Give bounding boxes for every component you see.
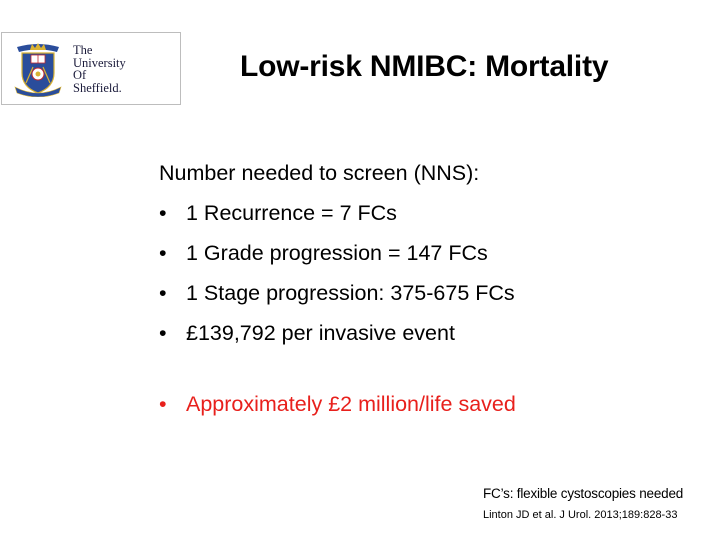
slide-title: Low-risk NMIBC: Mortality	[240, 50, 609, 83]
logo-line: Sheffield.	[73, 80, 122, 95]
list-item	[159, 321, 515, 361]
bullet-symbol: •	[159, 281, 167, 305]
bullet-symbol: •	[159, 321, 167, 345]
logo-line: The	[73, 43, 93, 57]
citation: Linton JD et al. J Urol. 2013;189:828-33	[483, 509, 678, 521]
highlight-bullet	[159, 392, 516, 417]
bullet-list	[159, 201, 515, 361]
bullet-text: 1 Recurrence = 7 FCs	[186, 201, 397, 225]
list-item	[159, 241, 515, 281]
bullet-text: 1 Stage progression: 375-675 FCs	[186, 281, 515, 305]
bullet-symbol: •	[159, 201, 167, 225]
university-name	[73, 44, 126, 94]
logo-line: University	[73, 55, 126, 70]
list-item	[159, 201, 515, 241]
logo-line: Of	[73, 68, 87, 82]
bullet-symbol: •	[159, 241, 167, 265]
bullet-text: £139,792 per invasive event	[186, 321, 455, 345]
bullet-symbol: •	[159, 392, 167, 416]
intro-text: Number needed to screen (NNS):	[159, 161, 480, 185]
highlight-text: Approximately £2 million/life saved	[186, 392, 516, 416]
footnote: FC’s: flexible cystoscopies needed	[483, 486, 684, 501]
bullet-text: 1 Grade progression = 147 FCs	[186, 241, 488, 265]
university-logo	[1, 32, 181, 105]
list-item	[159, 281, 515, 321]
university-crest-icon	[13, 41, 63, 97]
